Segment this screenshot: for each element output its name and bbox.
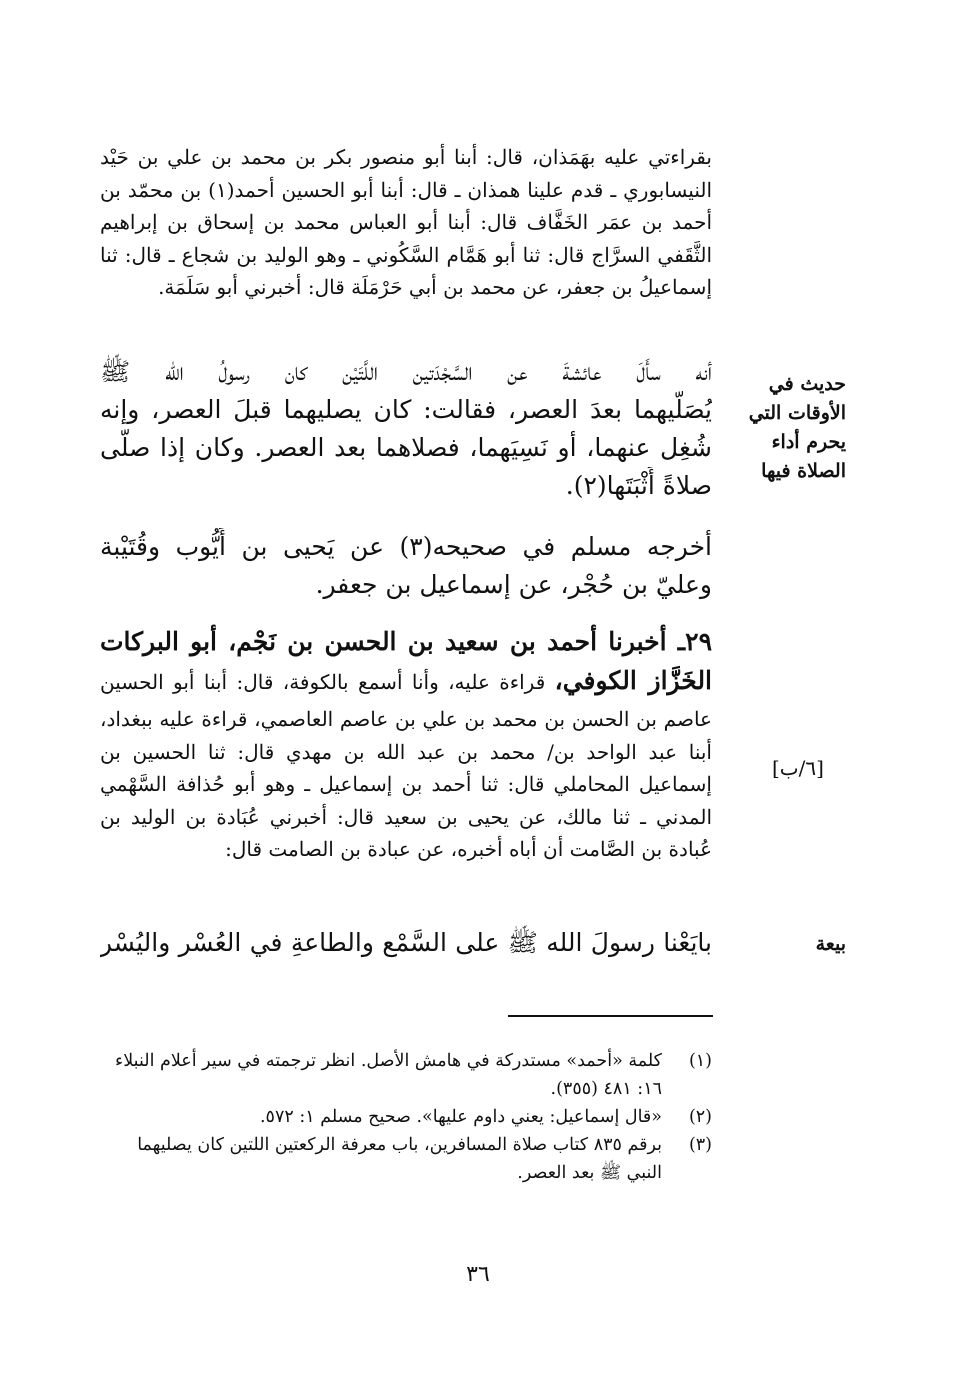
margin-note-line: حديث في [768, 373, 846, 395]
text-line: أنه سأَلَ عائشةَ عن السَّجْدَتين اللَّتَيْن كان رسولُ الله ﷺ [100, 357, 712, 386]
text-line: الثَّقَفي السرَّاج قال: ثنا أبو هَمَّام السَّكُوني ـ وهو الوليد بن شجاع ـ قال: ثنا [100, 242, 712, 267]
text-line: شُغِل عنهما، أو نَسِيَهما، فصلاهما بعد العصر. وكان إذا صلّى [100, 433, 712, 462]
text-line: صلاةً أَثْبَتَها(٢). [565, 471, 712, 500]
text-line: بقراءتي عليه بهَمَذان، قال: أبنا أبو منصور بكر بن محمد بن علي بن حَيْد [100, 145, 712, 169]
text-line: وعليّ بن حُجْر، عن إسماعيل بن جعفر. [315, 570, 712, 599]
margin-note-line: يحرم أداء [771, 431, 846, 453]
entry-29-heading-continuation [100, 665, 712, 699]
margin-note-baya [736, 930, 846, 959]
text-line: يُصَلّيهما بعدَ العصر، فقالت: كان يصليهما قبلَ العصر، وإنه [100, 395, 712, 424]
footnote-number: (٢) [688, 1107, 712, 1127]
footnote-line: برقم ٨٣٥ كتاب صلاة المسافرين، باب معرفة الركعتين اللتين كان يصليهما [137, 1135, 662, 1155]
heading-bold-part: الخَزَّاز الكوفي، [554, 666, 712, 695]
footnote-2 [100, 1103, 712, 1131]
text-line: عاصم بن الحسن بن محمد بن علي بن عاصم العاصمي، قراءة عليه ببغداد، [100, 707, 712, 731]
footnote-number: (١) [688, 1051, 712, 1071]
isnad-block-2 [100, 703, 712, 866]
heading-rest: قراءة عليه، وأنا أسمع بالكوفة، قال: أبنا أبو الحسين [100, 670, 555, 694]
footnote-separator [508, 1015, 713, 1017]
text-line: إسماعيلُ بن جعفر، عن محمد بن أبي حَرْمَلَة قال: أخبرني أبو سَلَمَة. [158, 275, 712, 299]
footnote-1 [100, 1047, 712, 1103]
text-line [100, 665, 712, 699]
footnote-line: النبي ﷺ بعد العصر. [517, 1163, 662, 1183]
text-line: النيسابوري ـ قدم علينا همذان ـ قال: أبنا أبو الحسين أحمد(١) بن محمّد بن [100, 177, 712, 202]
text-line: أخرجه مسلم في صحيحه(٣) عن يَحيى بن أَيُّوب وقُتَيْبة [100, 532, 712, 561]
footnote-number: (٣) [688, 1135, 712, 1155]
margin-note-line: بيعة [815, 933, 846, 955]
text-line: المدني ـ ثنا مالك، عن يحيى بن سعيد قال: أخبرني عُبَادة بن الوليد بن [100, 804, 712, 829]
folio-reference: [٦/ب] [772, 756, 824, 780]
text-line: بايَعْنا رسولَ الله ﷺ على السَّمْع والطاعةِ في العُسْر واليُسْر [100, 928, 712, 957]
text-line: ٢٩ـ أخبرنا أحمد بن سعيد بن الحسن بن نَجْم، أبو البركات [100, 627, 712, 656]
hadith-text-1 [100, 353, 712, 505]
footnote-line: «قال إسماعيل: يعني داوم عليها». صحيح مسلم ١: ٥٧٢. [259, 1107, 662, 1127]
footnotes [100, 1047, 712, 1187]
margin-note-line: الصلاة فيها [761, 460, 846, 482]
footnote-3 [100, 1131, 712, 1187]
text-line: أحمد بن عمَر الخَفَّاف قال: أبنا أبو العباس محمد بن إسحاق بن إبراهيم [100, 210, 712, 234]
text-line: أبنا عبد الواحد بن/ محمد بن عبد الله بن مهدي قال: ثنا الحسين بن [100, 739, 712, 764]
page-number: ٣٦ [466, 1262, 490, 1287]
margin-note-hadith-topic [736, 370, 846, 486]
margin-note-line: الأوقات التي [748, 402, 846, 424]
entry-29-heading [100, 623, 712, 661]
text-line: عُبادة بن الصَّامت أن أباه أخبره، عن عبادة بن الصامت قال: [225, 837, 712, 861]
takhrij-block [100, 528, 712, 604]
text-line: إسماعيل المحاملي قال: ثنا أحمد بن إسماعيل ـ وهو أبو حُذافة السَّهْمي [100, 772, 712, 796]
hadith-text-2 [100, 924, 712, 962]
isnad-block-1 [100, 141, 712, 304]
footnote-line: ١٦: ٤٨١ (٣٥٥). [550, 1079, 662, 1099]
footnote-line: كلمة «أحمد» مستدركة في هامش الأصل. انظر ترجمته في سير أعلام النبلاء [115, 1051, 662, 1071]
